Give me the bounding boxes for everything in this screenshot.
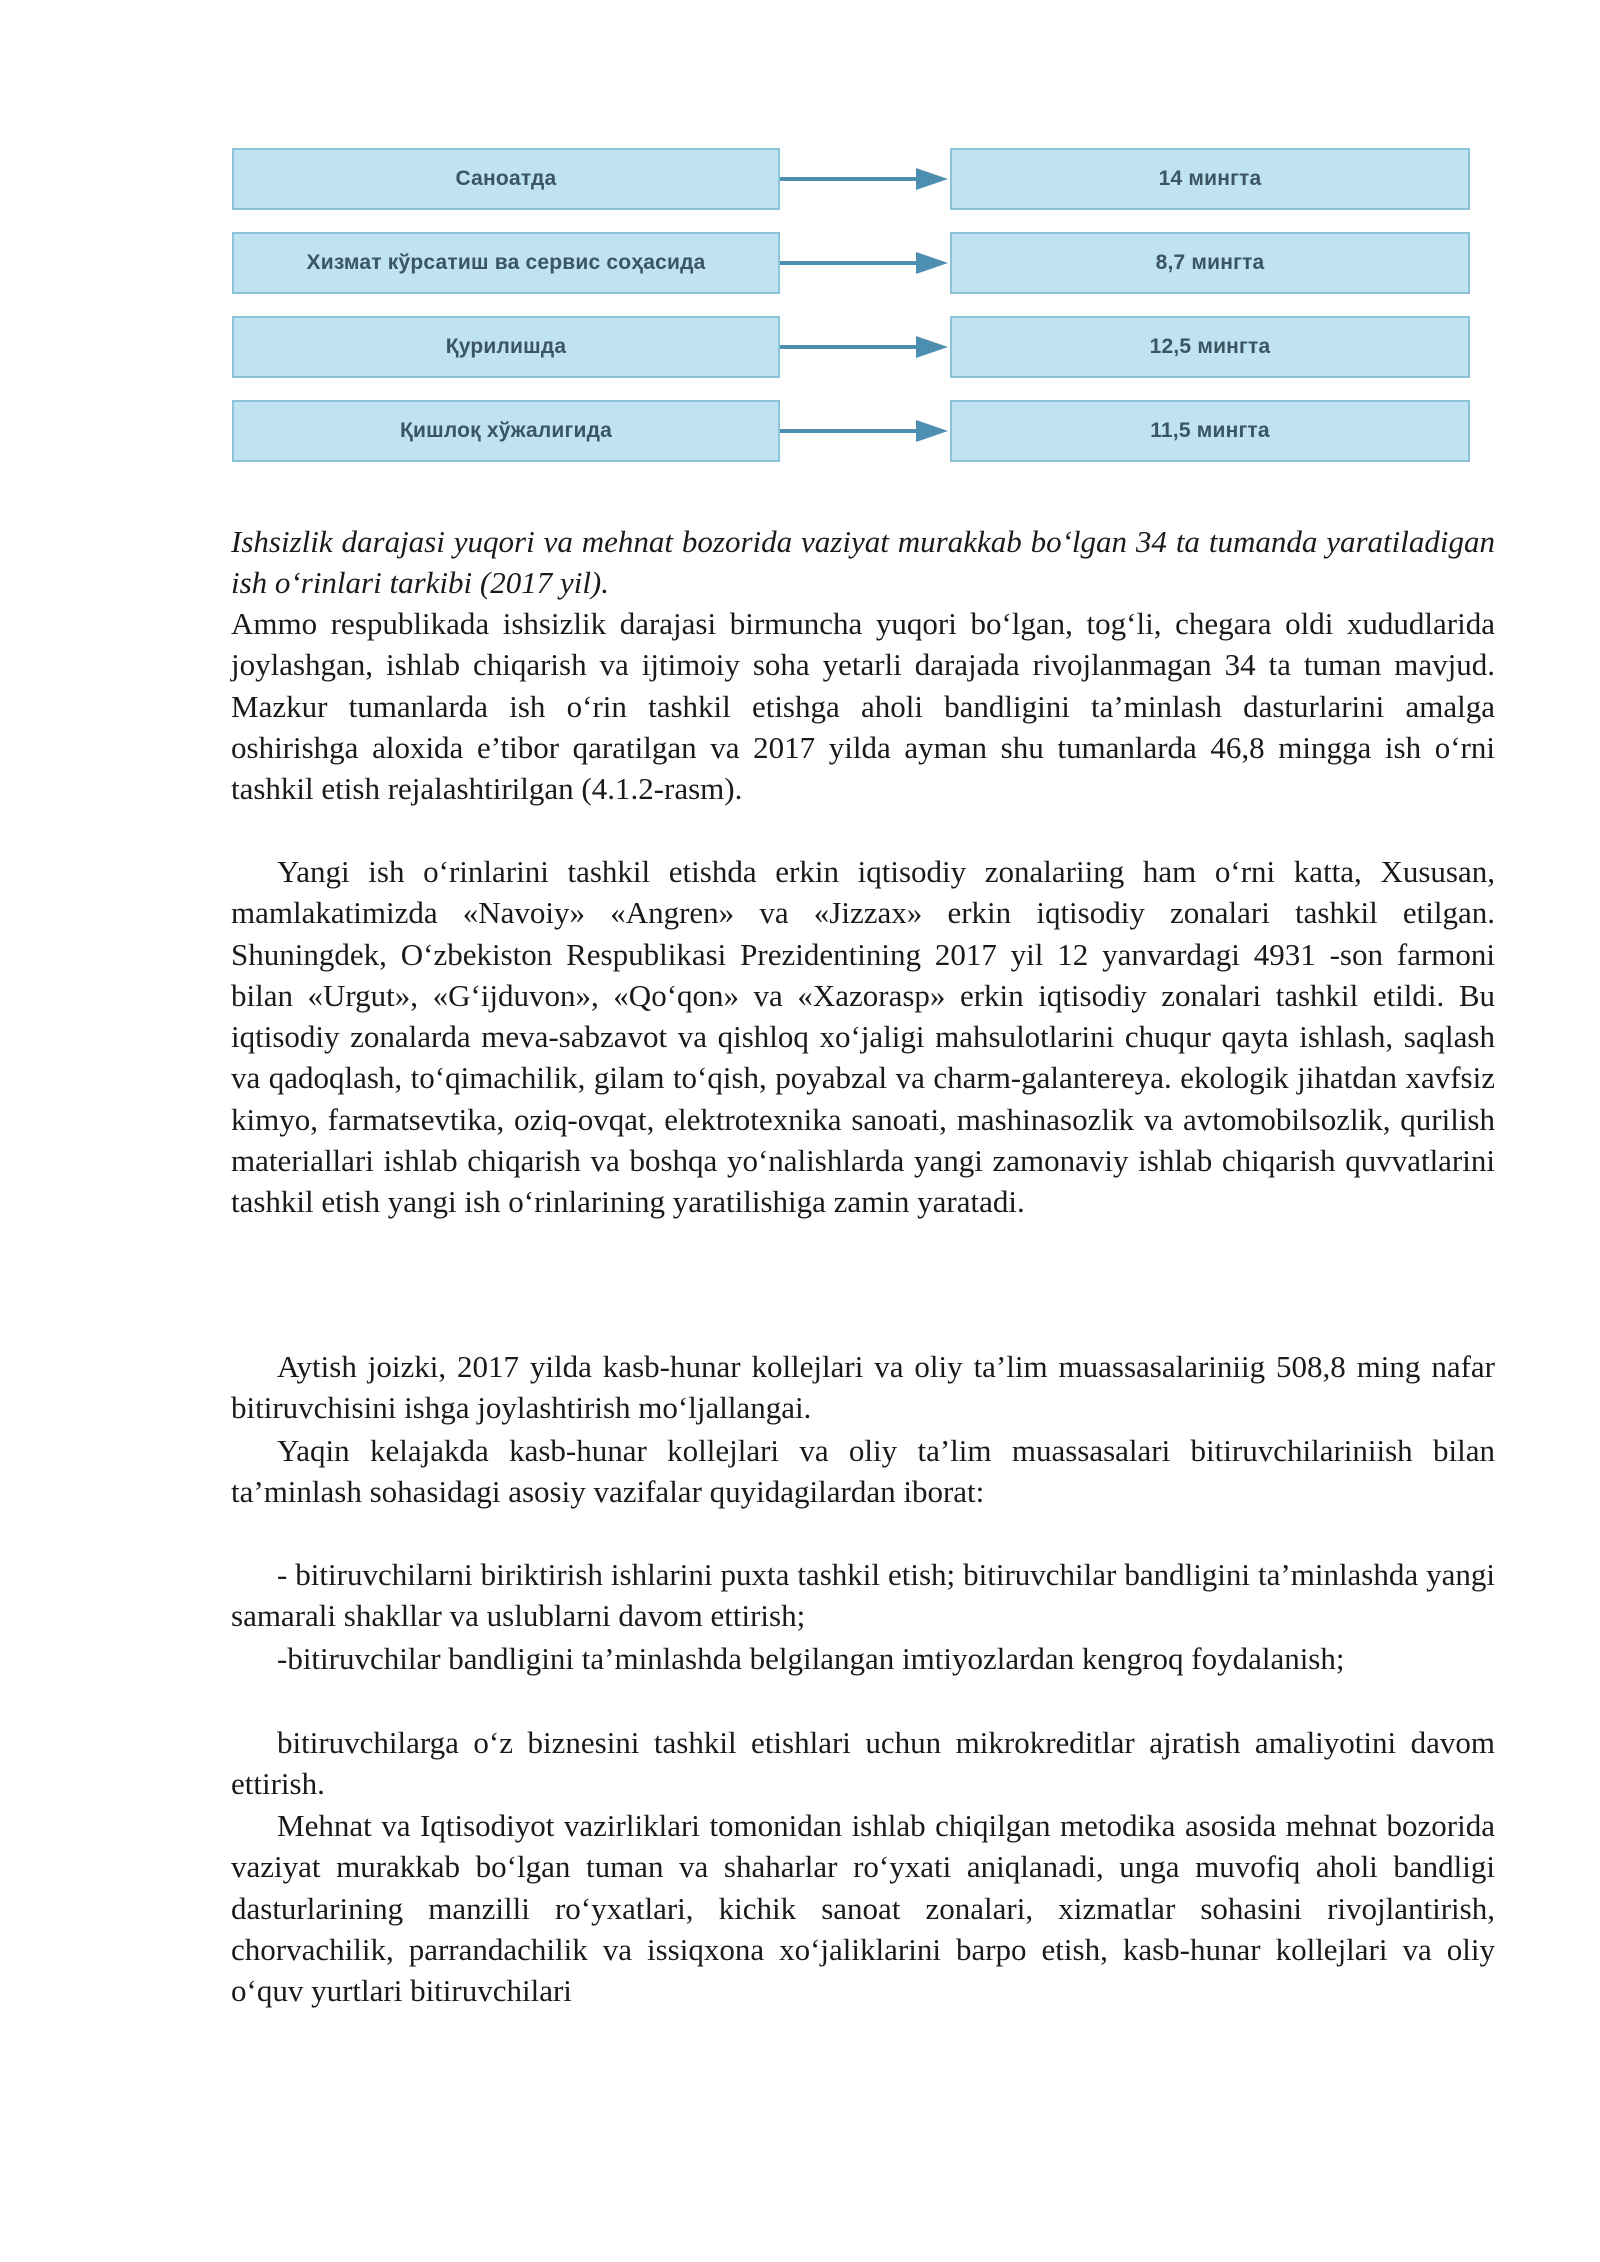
job-count-box: 11,5 мингта <box>950 400 1470 462</box>
paragraph: Mehnat va Iqtisodiyot vazirliklari tomonidan ishlab chiqilgan metodika asosida mehnat bozorida vaziyat murakkab bo‘lgan tuman va shaharlar ro‘yxati aniqlanadi, unga muvofiq aholi bandligi dasturlarining manzilli ro‘yxatlari, kichik sanoat zonalari, xizmatlar sohasini rivojlantirish, chorvachilik, parrandachilik va issiqxona xo‘jaliklarini barpo etish, kasb-hunar kollejlari va oliy o‘quv yurtlari bitiruvchilari <box>231 1808 1495 2009</box>
list-item: bitiruvchilarga o‘z biznesini tashkil etishlari uchun mikrokreditlar ajratish amaliyotini davom ettirish. <box>231 1725 1495 1802</box>
sector-box: Саноатда <box>232 148 780 210</box>
job-count-box: 14 мингта <box>950 148 1470 210</box>
employment-diagram <box>228 148 1474 478</box>
sector-box: Қишлоқ хўжалигида <box>232 400 780 462</box>
list-item: -bitiruvchilar bandligini ta’minlashda belgilangan imtiyozlardan kengroq foydalanish; <box>277 1641 1345 1676</box>
sector-box: Қурилишда <box>232 316 780 378</box>
list-item: - bitiruvchilarni biriktirish ishlarini puxta tashkil etish; bitiruvchilar bandligini ta’minlashda yangi samarali shakllar va uslublarni davom ettirish; <box>231 1557 1495 1634</box>
paragraph: Yaqin kelajakda kasb-hunar kollejlari va oliy ta’lim muassasalari bitiruvchilariniish bilan ta’minlash sohasidagi asosiy vazifalar quyidagilardan iborat: <box>231 1433 1495 1510</box>
job-count-box: 8,7 мингта <box>950 232 1470 294</box>
job-count-box: 12,5 мингта <box>950 316 1470 378</box>
paragraph: Aytish joizki, 2017 yilda kasb-hunar kollejlari va oliy ta’lim muassasalariniig 508,8 ming nafar bitiruvchisini ishga joylashtirish mo‘ljallangai. <box>231 1349 1495 1426</box>
diagram-row-industry <box>228 148 1474 212</box>
arrow-right-icon <box>780 166 950 192</box>
arrow-right-icon <box>780 418 950 444</box>
diagram-row-agriculture <box>228 400 1474 464</box>
paragraph: Yangi ish o‘rinlarini tashkil etishda erkin iqtisodiy zonalariing ham o‘rni katta, Xususan, mamlakatimizda «Navoiy» «Angren» va «Jizzax» erkin iqtisodiy zonalari tashkil etilgan. Shuningdek, O‘zbekiston Respublikasi Prezidentining 2017 yil 12 yanvardagi 4931 -son farmoni bilan «Urgut», «G‘ijduvon», «Qo‘qon» va «Xazorasp» erkin iqtisodiy zonalari tashkil etildi. Bu iqtisodiy zonalarda meva-sabzavot va qishloq xo‘jaligi mahsulotlarini chuqur qayta ishlash, saqlash va qadoqlash, to‘qimachilik, gilam to‘qish, poyabzal va charm-galantereya. ekologik jihatdan xavfsiz kimyo, farmatsevtika, oziq-ovqat, elektrotexnika sanoati, mashinasozlik va avtomobilsozlik, qurilish materiallari ishlab chiqarish va boshqa yo‘nalishlarda yangi zamonaviy ishlab chiqarish quvvatlarini tashkil etish yangi ish o‘rinlarining yaratilishiga zamin yaratadi. <box>231 854 1495 1220</box>
paragraph: Ammo respublikada ishsizlik darajasi birmuncha yuqori bo‘lgan, tog‘li, chegara oldi xududlarida joylashgan, ishlab chiqarish va ijtimoiy soha yetarli darajada rivojlanmagan 34 ta tuman mavjud. Mazkur tumanlarda ish o‘rin tashkil etishga aholi bandligini ta’minlash dasturlarini amalga oshirishga aloxida e’tibor qaratilgan va 2017 yilda ayman shu tumanlarda 46,8 mingga ish o‘rni tashkil etish rejalashtirilgan (4.1.2-rasm). <box>231 606 1495 807</box>
sector-box: Хизмат кўрсатиш ва сервис соҳасида <box>232 232 780 294</box>
diagram-row-services <box>228 232 1474 296</box>
arrow-right-icon <box>780 334 950 360</box>
figure-caption: Ishsizlik darajasi yuqori va mehnat bozorida vaziyat murakkab bo‘lgan 34 ta tumanda yaratiladigan ish o‘rinlari tarkibi (2017 yil). <box>231 524 1495 601</box>
diagram-row-construction <box>228 316 1474 380</box>
arrow-right-icon <box>780 250 950 276</box>
